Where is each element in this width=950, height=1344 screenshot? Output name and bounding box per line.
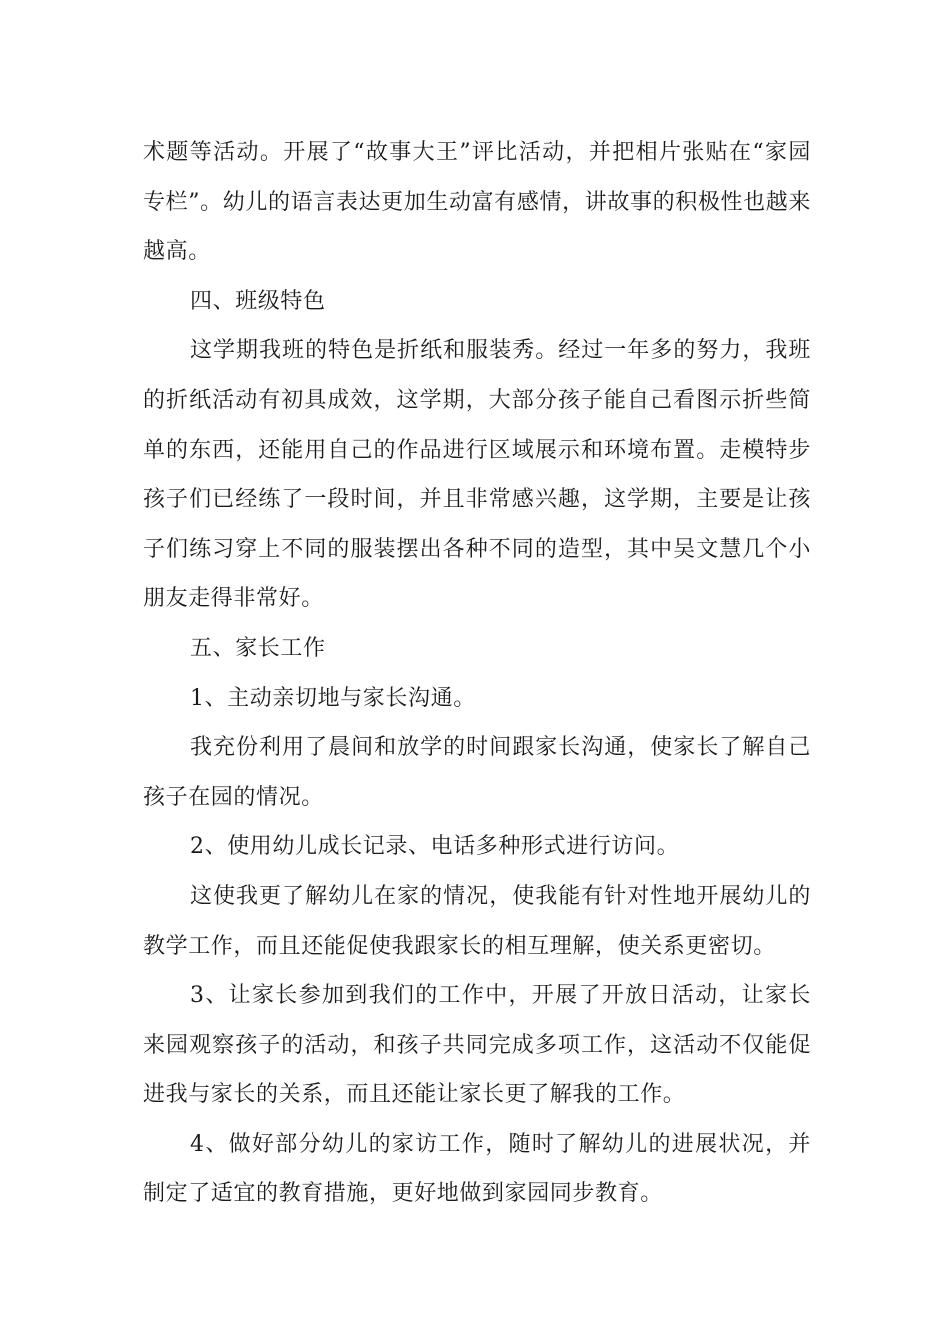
list-item-1-body: 我充份利用了晨间和放学的时间跟家长沟通，使家长了解自己孩子在园的情况。	[143, 735, 811, 810]
list-item-3: 3、让家长参加到我们的工作中，开展了开放日活动，让家长来园观察孩子的活动，和孩子共同完成多项工作，这活动不仅能促进我与家长的关系，而且还能让家长更了解我的工作。	[143, 983, 811, 1108]
paragraph-story-contest: 术题等活动。开展了“故事大王”评比活动，并把相片张贴在“家园专栏”。幼儿的语言表达更加生动富有感情，讲故事的积极性也越来越高。	[143, 140, 811, 265]
document-body	[143, 128, 811, 1219]
section-heading-parent-work: 五、家长工作	[190, 635, 326, 661]
list-item-2-body: 这使我更了解幼儿在家的情况，使我能有针对性地开展幼儿的教学工作，而且还能促使我跟家长的相互理解，使关系更密切。	[143, 883, 811, 959]
list-item-2-title: 2、使用幼儿成长记录、电话多种形式进行访问。	[190, 834, 680, 860]
paragraph-class-feature: 这学期我班的特色是折纸和服装秀。经过一年多的努力，我班的折纸活动有初具成效，这学期，大部分孩子能自己看图示折些简单的东西，还能用自己的作品进行区域展示和环境布置。走模特步孩子们已经练了一段时间，并且非常感兴趣，这学期，主要是让孩子们练习穿上不同的服装摆出各种不同的造型，其中吴文慧几个小朋友走得非常好。	[143, 338, 811, 612]
list-item-4: 4、做好部分幼儿的家访工作，随时了解幼儿的进展状况，并制定了适宜的教育措施，更好地做到家园同步教育。	[143, 1131, 811, 1207]
list-item-1-title: 1、主动亲切地与家长沟通。	[190, 685, 476, 711]
section-heading-class-feature: 四、班级特色	[190, 288, 326, 314]
